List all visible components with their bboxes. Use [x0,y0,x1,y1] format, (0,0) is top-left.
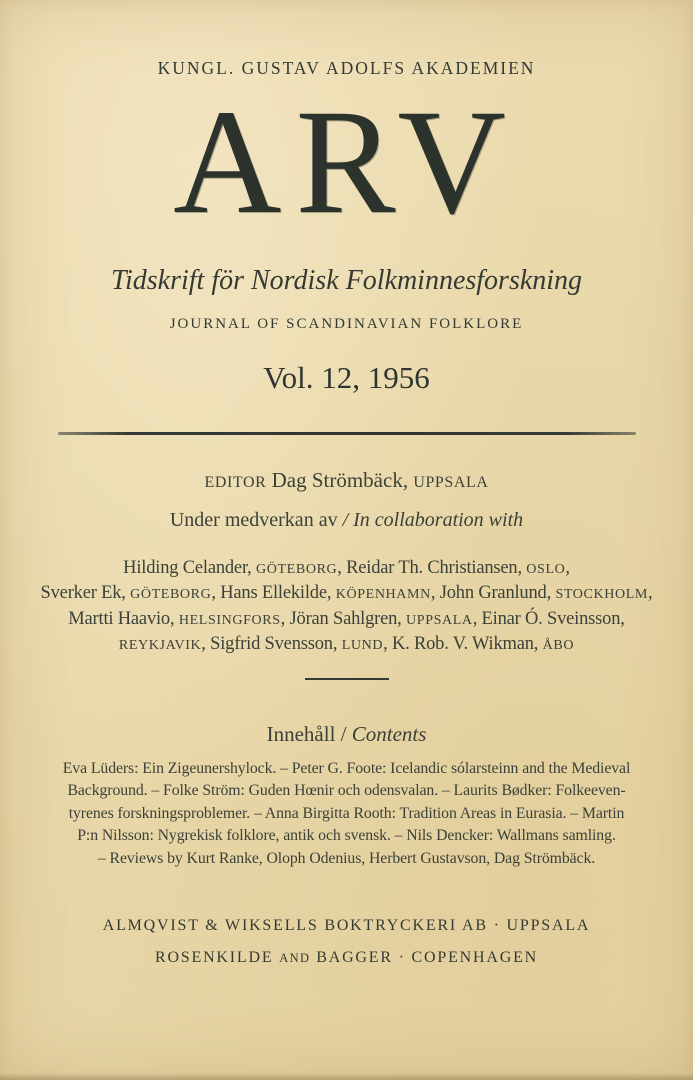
horizontal-rule-main [58,432,636,435]
text-segment: / In collaboration with [342,508,524,531]
collaboration-intro [0,507,693,533]
imprint [0,910,693,974]
contents-line: Eva Lüders: Ein Zigeunershylock. – Peter G. Foote: Icelandic sólarsteinn and the Medieval [62,759,631,777]
text-segment: , [648,583,653,603]
contents-line: P:n Nilsson: Nygrekisk folklore, antik och svensk. – Nils Dencker: Wallmans samling. [77,827,616,844]
journal-logo: ARV [173,79,520,245]
text-segment: GÖTEBORG [130,586,212,602]
text-segment: Hilding Celander, [123,557,257,578]
text-segment: ROSENKILDE [154,948,280,966]
text-segment: REYKJAVIK [118,637,202,653]
text-segment: STOCKHOLM [555,586,648,602]
journal-subtitle-swedish: Tidskrift för Nordisk Folkminnesforskning [110,265,583,296]
text-segment: ÅBO [542,637,575,653]
contents-line: – Reviews by Kurt Ranke, Oloph Odenius, Herbert Gustavson, Dag Strömbäck. [97,849,596,867]
text-segment: BAGGER · COPENHAGEN [310,948,539,966]
text-segment: KÖPENHAMN [335,586,431,602]
contents-summary [0,758,693,871]
text-segment: , Sigfrid Svensson, [201,634,342,654]
text-segment: Martti Haavio, [68,608,179,629]
editor-line [0,467,693,496]
text-segment: Innehåll / [266,721,352,746]
academy-name: KUNGL. GUSTAV ADOLFS AKADEMIEN [157,58,536,78]
text-segment: HELSINGFORS [178,611,281,628]
text-segment: , [565,557,570,578]
volume-year: Vol. 12, 1956 [263,360,430,395]
text-segment: , K. Rob. V. Wikman, [383,634,543,654]
journal-subtitle-english: JOURNAL OF SCANDINAVIAN FOLKLORE [169,316,524,332]
text-segment: UPPSALA [406,611,473,628]
collaborator-list [0,556,693,658]
contents-line: tyrenes forskningsproblemer. – Anna Birgitta Rooth: Tradition Areas in Eurasia. – Martin [68,804,625,822]
text-segment: , Reidar Th. Christiansen, [337,557,527,578]
text-segment: , Einar Ó. Sveinsson, [472,608,625,629]
text-segment: , Hans Ellekilde, [211,583,336,603]
text-segment: OSLO [526,560,566,577]
publisher-line-uppsala: ALMQVIST & WIKSELLS BOKTRYCKERI AB · UPPSALA [102,917,591,934]
text-segment: Under medverkan av [169,508,343,531]
contents-heading [0,721,693,747]
collaborator-line [0,632,693,658]
collaborator-line [0,556,693,582]
text-segment: LUND [341,637,384,653]
text-segment: , John Granlund, [430,583,556,603]
text-segment: EDITOR [204,473,267,491]
text-segment: AND [279,950,311,965]
text-segment: GÖTEBORG [256,560,338,577]
text-segment: Contents [351,721,427,746]
text-segment: Sverker Ek, [40,583,131,603]
publisher-line-copenhagen [0,942,693,975]
contents-line: Background. – Folke Ström: Guden Hœnir och odensvalan. – Laurits Bødker: Folkeeven- [67,782,626,799]
text-segment: Dag Strömbäck, [266,467,414,492]
collaborator-line [0,607,693,633]
text-segment: , Jöran Sahlgren, [280,608,407,629]
collaborator-line [0,581,693,607]
horizontal-rule-short [305,678,389,680]
text-segment: UPPSALA [413,473,489,491]
